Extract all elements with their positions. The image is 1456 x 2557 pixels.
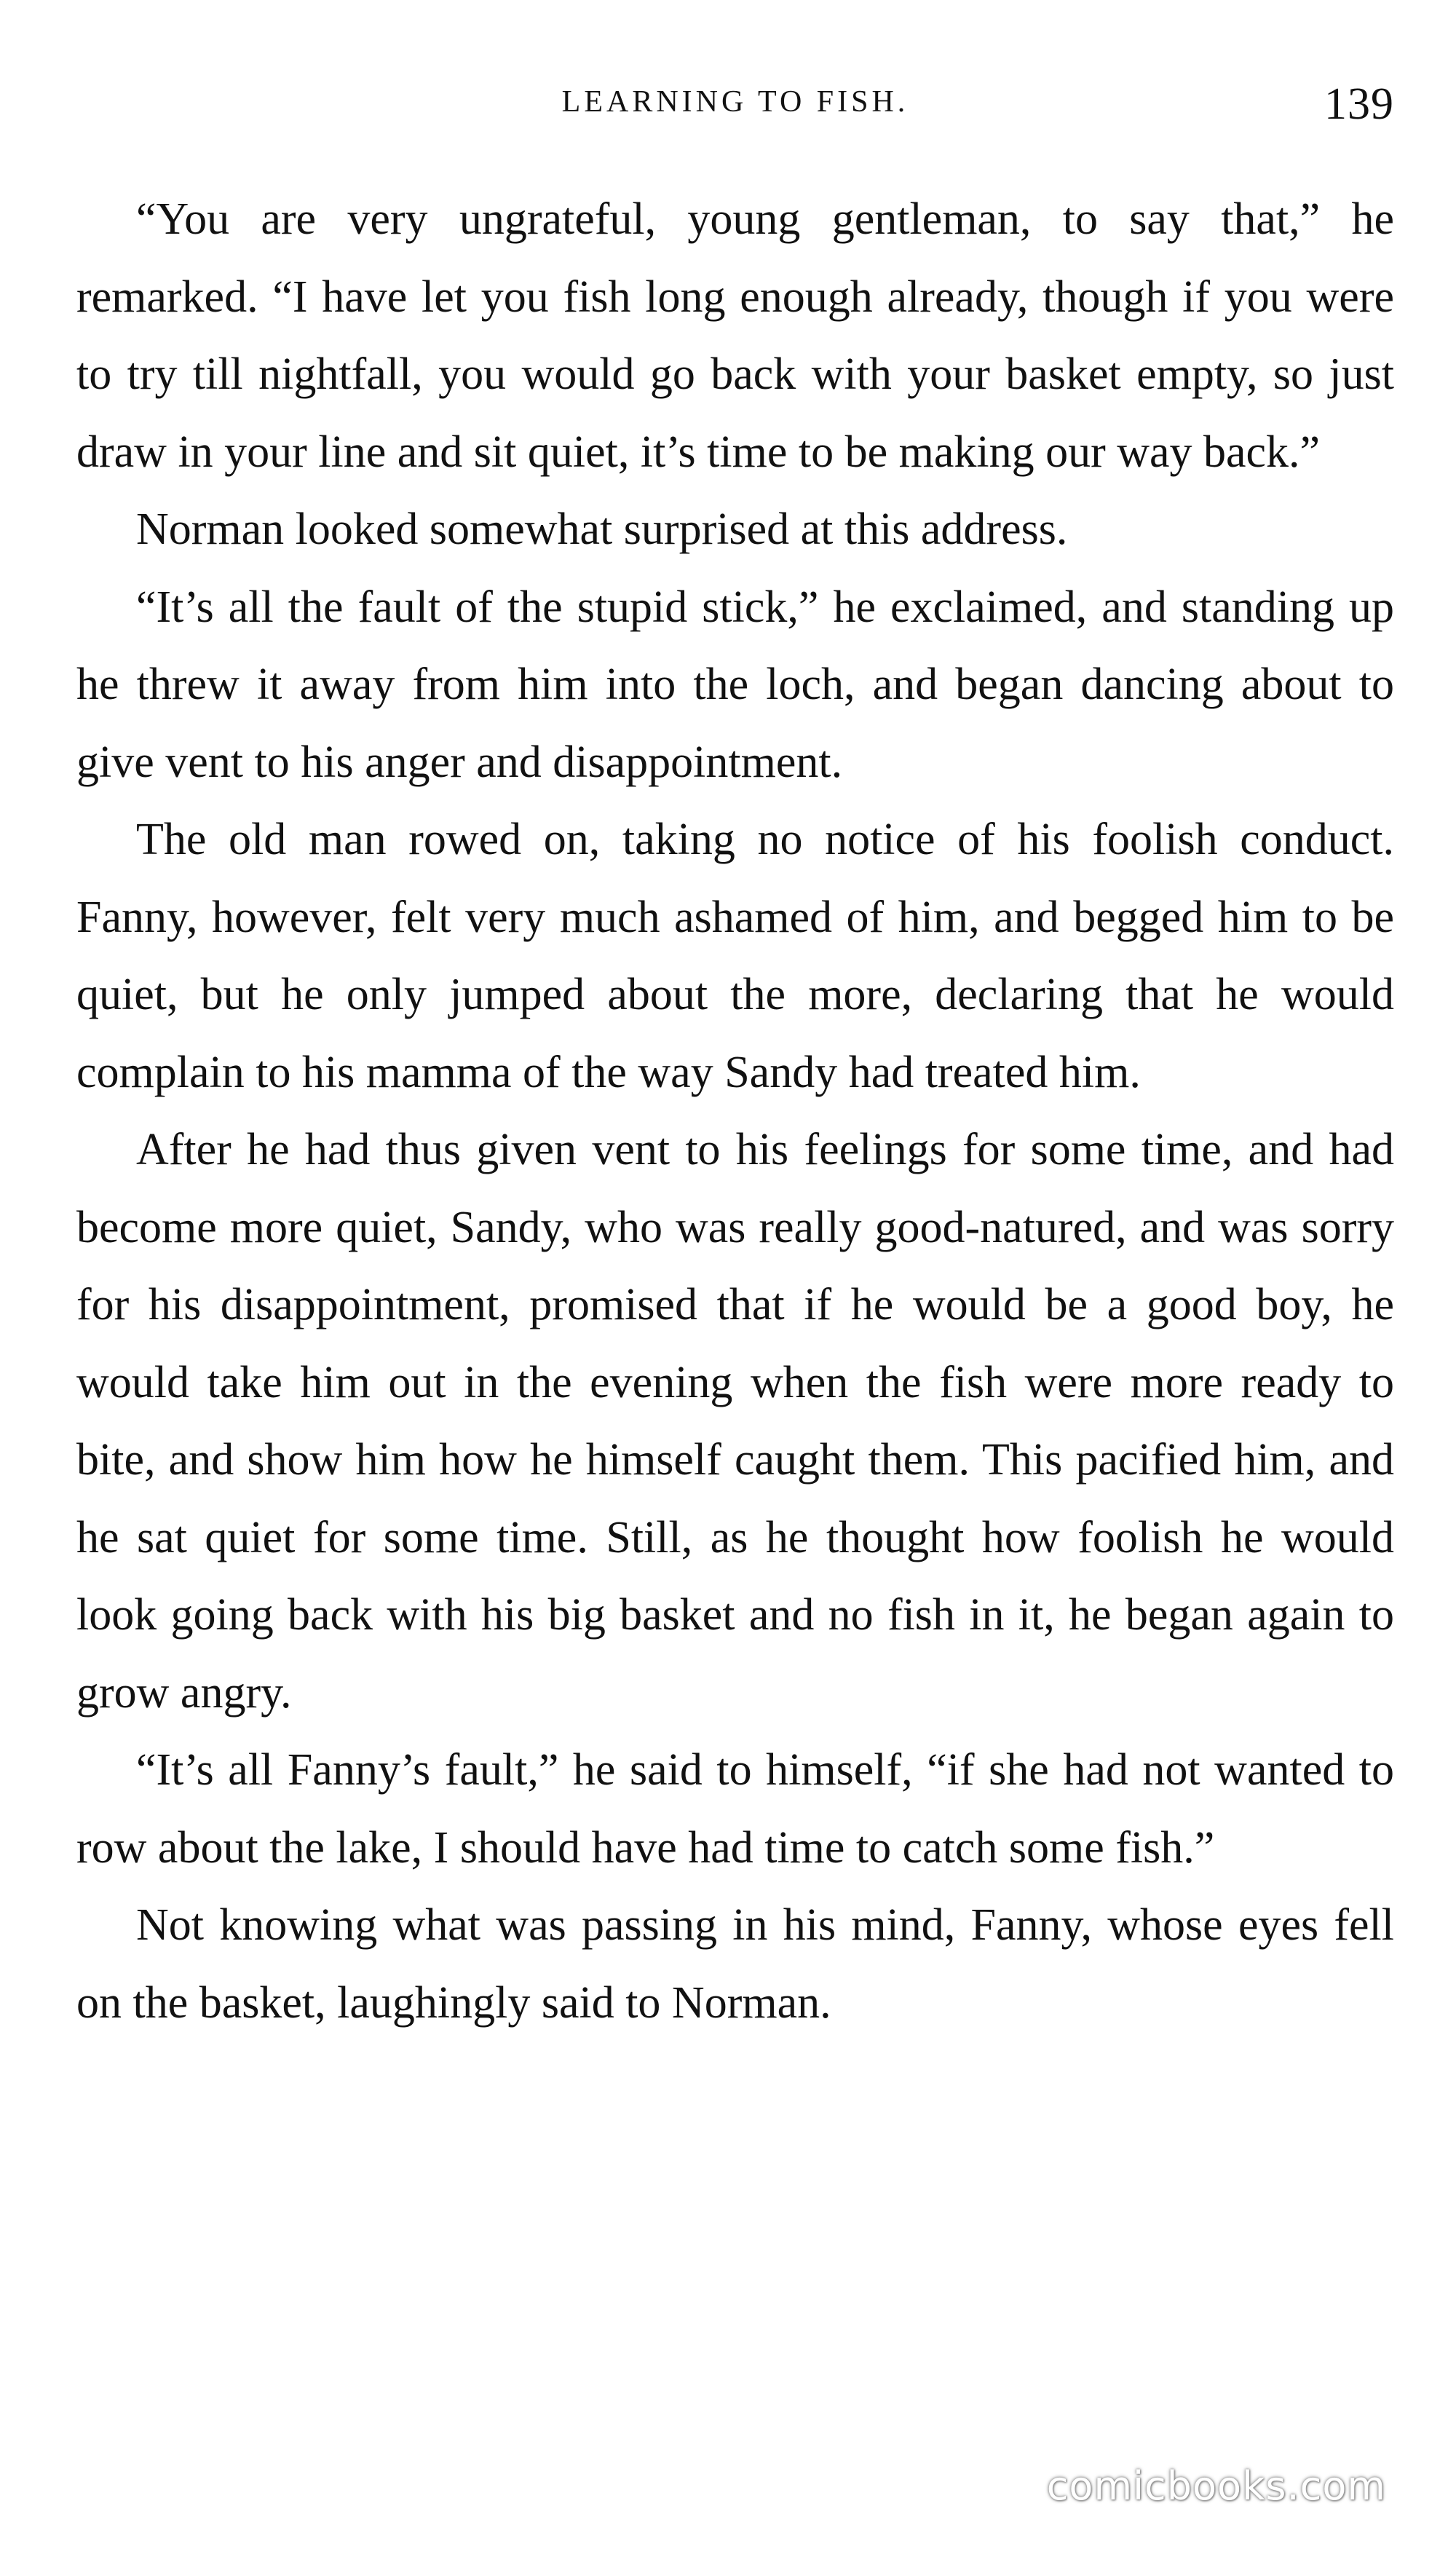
paragraph: “It’s all Fanny’s fault,” he said to himself, “if she had not wanted to row about the lake, I should have had time to catch some fish.” [76,1745,1394,1873]
body-text [76,181,1394,2042]
watermark: comicbooks.com [1046,2463,1386,2509]
paragraph: “You are very ungrateful, young gentleman, to say that,” he remarked. “I have let you fish long enough already, though if you were to try till nightfall, you would go back with your basket empty, so just draw in your line and sit quiet, it’s time to be making our way back.” [76,194,1394,477]
paragraph: “It’s all the fault of the stupid stick,” he exclaimed, and standing up he threw it away from him into the loch, and began dancing about to give vent to his anger and disappointment. [76,582,1394,787]
running-head [76,79,1394,137]
paragraph: Norman looked somewhat surprised at this address. [136,505,1068,554]
chapter-title: LEARNING TO FISH. [561,85,909,119]
page-number: 139 [1324,79,1394,129]
paragraph: The old man rowed on, taking no notice of his foolish conduct. Fanny, however, felt very much ashamed of him, and begged him to be quiet, but he only jumped about the more, declaring that he would complain to his mamma of the way Sandy had treated him. [76,815,1394,1097]
paragraph: Not knowing what was passing in his mind, Fanny, whose eyes fell on the basket, laughingly said to Norman. [76,1900,1394,2028]
paragraph: After he had thus given vent to his feelings for some time, and had become more quiet, Sandy, who was really good-natured, and was sorry for his disappointment, promised that if he would be a good boy, he would take him out in the evening when the fish were more ready to bite, and show him how he himself caught them. This pacified him, and he sat quiet for some time. Still, as he thought how foolish he would look going back with his big basket and no fish in it, he began again to grow angry. [76,1125,1394,1718]
